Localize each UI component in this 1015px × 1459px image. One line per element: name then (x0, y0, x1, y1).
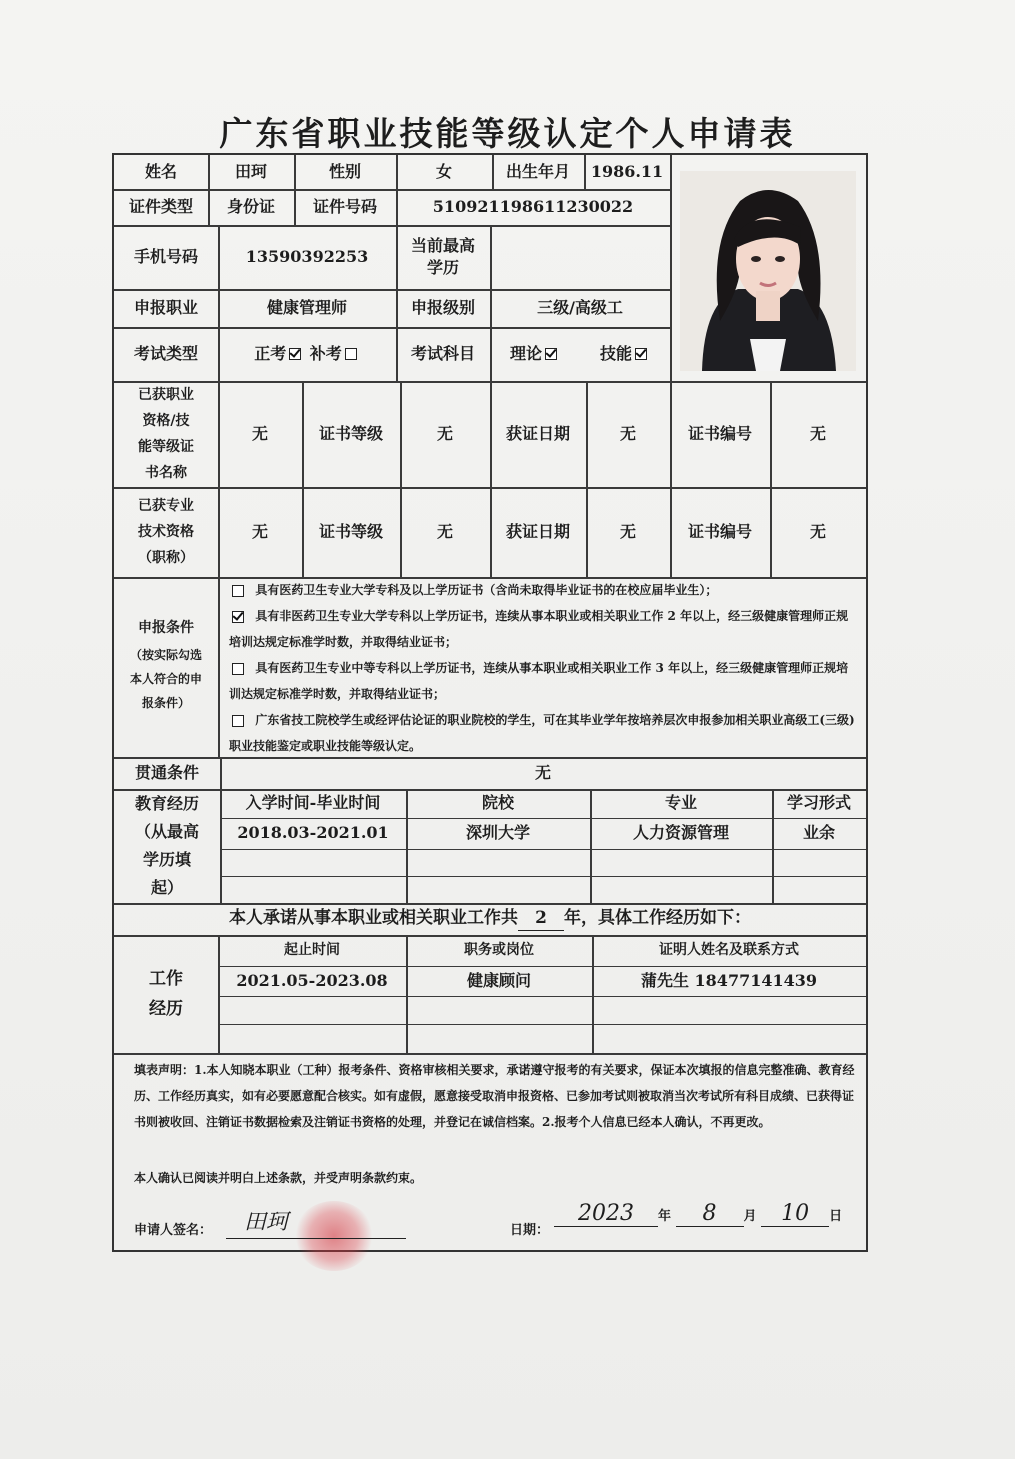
condition-4-text: 广东省技工院校学生或经评估论证的职业院校的学生，可在其毕业学年按培养层次申报参加相关职业高级工(三级)职业技能鉴定或职业技能等级认定。 (229, 713, 855, 753)
condition-3-checkbox[interactable] (232, 663, 244, 675)
month-unit: 月 (743, 1209, 757, 1224)
subject-theory-checkbox[interactable] (545, 348, 557, 360)
idno-value: 510921198611230022 (432, 196, 634, 216)
exam-type-makeup-checkbox[interactable] (345, 348, 357, 360)
condition-2-text: 具有非医药卫生专业大学专科以上学历证书，连续从事本职业或相关职业工作 2 年以上，经三级健康管理师正规培训达规定标准学时数，并取得结业证书； (229, 609, 849, 649)
date-month[interactable]: 8 (676, 1201, 744, 1227)
cert1-grade: 无 (436, 423, 453, 443)
condition-item (229, 707, 859, 759)
commitment-suffix: 年，具体工作经历如下： (564, 908, 751, 929)
cert1-grade-label: 证书等级 (318, 423, 383, 443)
phone-value: 13590392253 (245, 246, 369, 266)
condition-2-checkbox[interactable] (232, 611, 244, 623)
work-label: 工作经历 (149, 969, 183, 1019)
condition-item (229, 577, 859, 603)
cert1-date: 无 (619, 423, 636, 443)
education-row-school: 深圳大学 (465, 823, 530, 843)
date-year[interactable]: 2023 (554, 1201, 658, 1227)
exam-type-normal-label: 正考 (254, 343, 287, 363)
education-row-mode: 业余 (802, 823, 835, 843)
cert2-grade: 无 (436, 521, 453, 541)
cert1-name: 无 (251, 423, 268, 443)
year-unit: 年 (658, 1209, 672, 1224)
idtype-label: 证件类型 (128, 196, 193, 216)
cert1-date-label: 获证日期 (505, 423, 570, 443)
exam-type-normal-checkbox[interactable] (289, 348, 301, 360)
exam-type-options (218, 327, 396, 381)
work-row-period: 2021.05-2023.08 (236, 970, 388, 990)
condition-item (229, 655, 859, 707)
subject-skill-checkbox[interactable] (635, 348, 647, 360)
application-form (112, 153, 868, 1252)
condition-1-text: 具有医药卫生专业大学专科及以上学历证书（含尚未取得毕业证书的在校应届毕业生）； (255, 583, 718, 597)
work-row-reference: 蒲先生 18477141439 (640, 970, 818, 990)
subject-theory-label: 理论 (509, 343, 542, 363)
work-header-reference: 证明人姓名及联系方式 (659, 941, 799, 958)
day-unit: 日 (829, 1209, 843, 1224)
condition-item (229, 603, 859, 655)
phone-label: 手机号码 (133, 246, 198, 266)
commitment-prefix: 本人承诺从事本职业或相关职业工作共 (229, 908, 518, 929)
exam-subject-label: 考试科目 (410, 343, 475, 363)
dob-value: 1986.11 (590, 161, 664, 181)
commitment-line (114, 903, 866, 935)
exam-type-label: 考试类型 (133, 343, 198, 363)
conditions-label-block (114, 577, 218, 757)
education-level-value (490, 225, 670, 289)
date-day[interactable]: 10 (761, 1201, 829, 1227)
date-label: 日期： (510, 1223, 550, 1238)
condition-3-text: 具有医药卫生专业中等专科以上学历证书，连续从事本职业或相关职业工作 3 年以上，经三级健康管理师正规培训达规定标准学时数，并取得结业证书； (229, 661, 849, 701)
job-label: 申报职业 (133, 297, 198, 317)
conditions-label: 申报条件 (138, 620, 194, 637)
education-row-period: 2018.03-2021.01 (237, 823, 389, 843)
gender-value: 女 (435, 161, 452, 181)
commitment-years: 2 (518, 907, 564, 932)
education-header-mode: 学习形式 (786, 793, 851, 813)
job-value: 健康管理师 (266, 297, 347, 317)
signature-label: 申请人签名： (134, 1223, 213, 1238)
cert2-grade-label: 证书等级 (318, 521, 383, 541)
pass-value: 无 (534, 762, 551, 782)
declaration-confirm: 本人确认已阅读并明白上述条款，并受声明条款约束。 (134, 1171, 423, 1185)
cert1-no-label: 证书编号 (687, 423, 752, 443)
date-field (554, 1201, 842, 1227)
form-title: 广东省职业技能等级认定个人申请表 (219, 114, 796, 153)
cert2-date-label: 获证日期 (505, 521, 570, 541)
cert2-name: 无 (251, 521, 268, 541)
gender-label: 性别 (328, 161, 361, 181)
condition-4-checkbox[interactable] (232, 715, 244, 727)
cert2-no-label: 证书编号 (687, 521, 752, 541)
cert1-no: 无 (809, 423, 826, 443)
idtype-value: 身份证 (226, 196, 275, 216)
pass-label: 贯通条件 (134, 762, 199, 782)
applicant-photo (680, 171, 856, 371)
name-label: 姓名 (144, 161, 177, 181)
signature-field[interactable]: 田珂 (226, 1205, 406, 1239)
exam-subject-options (490, 327, 670, 381)
education-label: 教育经历（从最高学历填起） (134, 794, 199, 897)
work-row-position: 健康顾问 (466, 970, 531, 990)
cert2-no: 无 (809, 521, 826, 541)
subject-skill-label: 技能 (599, 343, 632, 363)
work-header-period: 起止时间 (284, 941, 340, 958)
cert1-label: 已获职业资格/技能等级证书名称 (138, 387, 194, 481)
level-value: 三级/高级工 (537, 297, 623, 317)
work-header-position: 职务或岗位 (464, 941, 534, 958)
education-header-major: 专业 (664, 793, 697, 813)
idno-label: 证件号码 (312, 196, 377, 216)
level-label: 申报级别 (410, 297, 475, 317)
name-value: 田珂 (234, 161, 267, 181)
education-level-label: 当前最高学历 (410, 235, 475, 277)
education-header-school: 院校 (481, 793, 514, 813)
exam-type-makeup-label: 补考 (309, 343, 342, 363)
dob-label: 出生年月 (505, 161, 570, 181)
education-header-period: 入学时间-毕业时间 (245, 793, 381, 813)
conditions-hint: （按实际勾选本人符合的申报条件） (130, 647, 203, 710)
cert2-date: 无 (619, 521, 636, 541)
condition-1-checkbox[interactable] (232, 585, 244, 597)
cert2-label: 已获专业技术资格（职称） (138, 498, 194, 566)
education-row-major: 人力资源管理 (632, 823, 729, 843)
declaration-text: 填表声明：1.本人知晓本职业（工种）报考条件、资格审核相关要求，承诺遵守报考的有关要求，保证本次填报的信息完整准确、教育经历、工作经历真实，如有必要愿意配合核实。如有虚假，愿意接受取消申报资格、已参加考试则被取消当次考试所有科目成绩、已获得证书则被收回、注销证书数据检索及注销证书资格的处理，并登记在诚信档案。2.报考个人信息已经本人确认，不再更改。 (134, 1063, 855, 1129)
